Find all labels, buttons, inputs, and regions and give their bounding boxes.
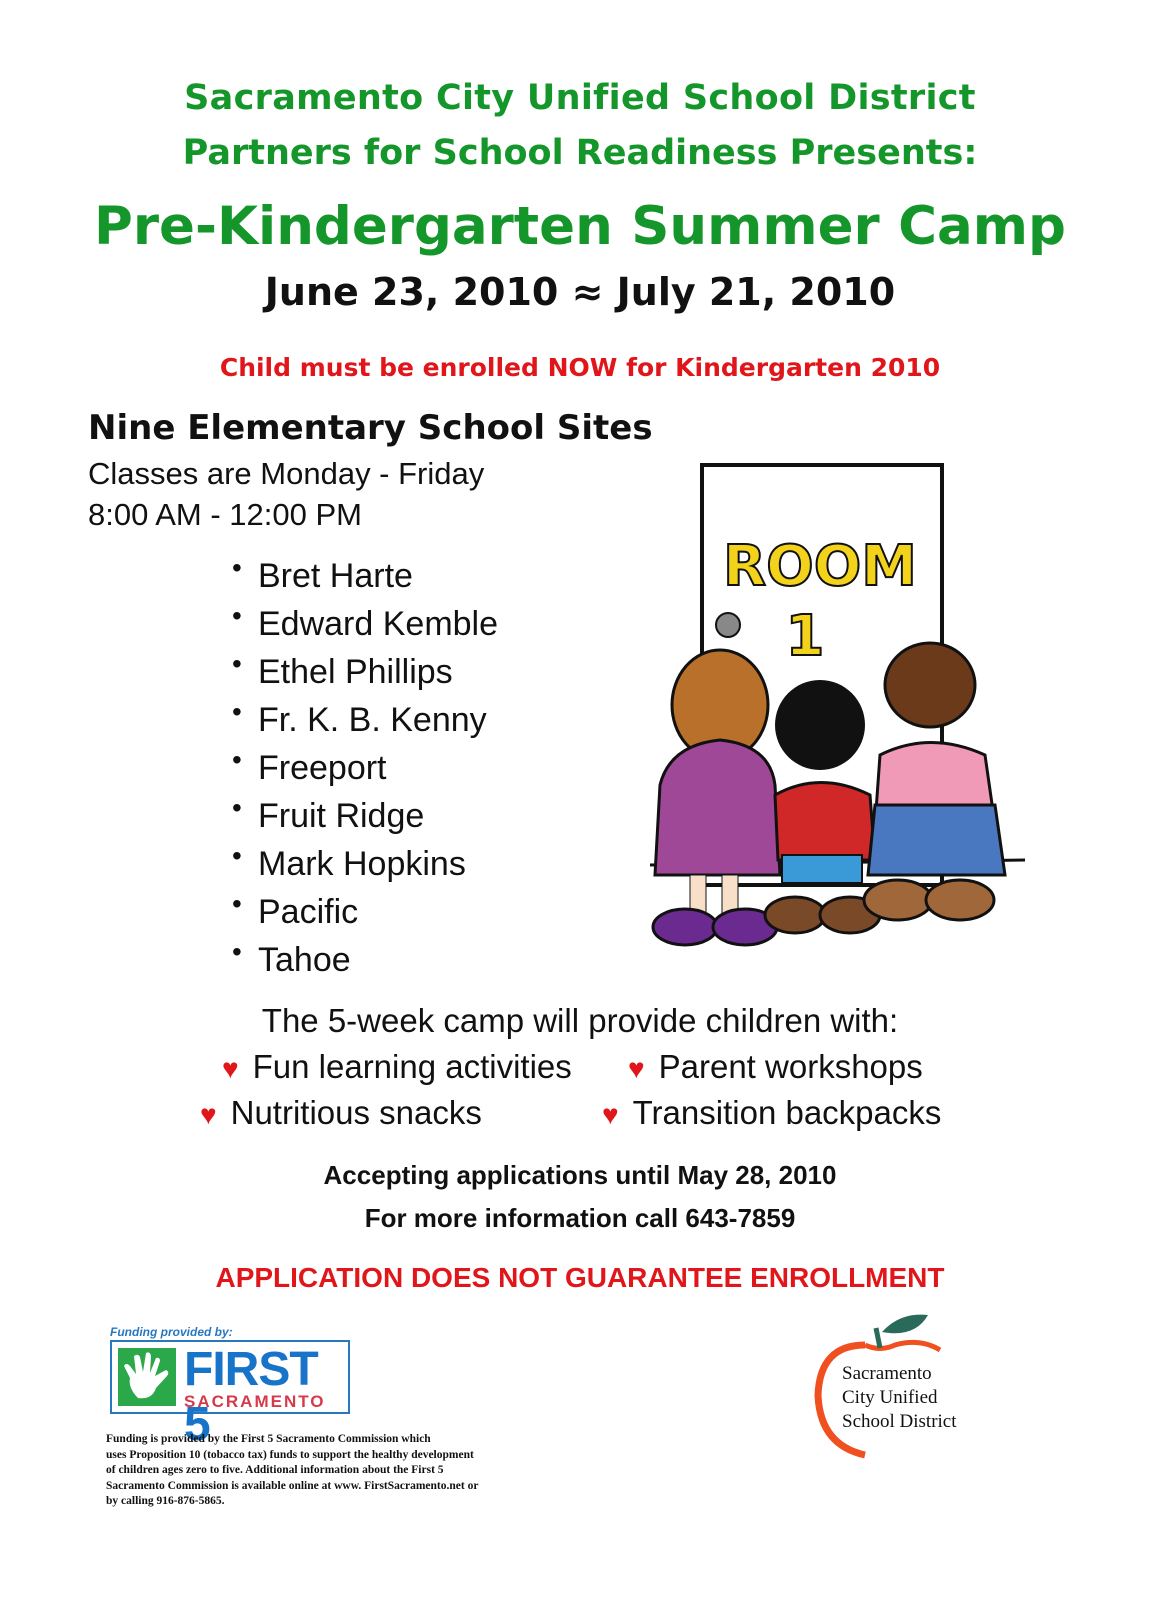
benefit-item: ♥ Transition backpacks xyxy=(602,1094,942,1131)
list-item: • Edward Kemble xyxy=(232,600,499,643)
sites-heading: Nine Elementary School Sites xyxy=(88,408,653,448)
district-logo: Sacramento City Unified School District xyxy=(810,1310,990,1460)
first5-logo: FIRST 5 SACRAMENTO xyxy=(110,1340,350,1414)
classroom-door-illustration xyxy=(640,455,1030,955)
enrollment-disclaimer: APPLICATION DOES NOT GUARANTEE ENROLLMENT xyxy=(215,1262,945,1293)
class-hours: 8:00 AM - 12:00 PM xyxy=(88,497,362,532)
benefits-intro: The 5-week camp will provide children with: xyxy=(261,1002,899,1039)
room-number: 1 xyxy=(785,604,825,669)
benefit-item: ♥ Parent workshops xyxy=(628,1048,923,1085)
list-item: • Tahoe xyxy=(232,936,351,979)
room-sign: ROOM xyxy=(722,534,918,599)
funding-label: Funding provided by: xyxy=(110,1325,233,1339)
door-knob xyxy=(716,613,740,637)
funding-statement: Funding is provided by the First 5 Sacramento Commission which uses Proposition 10 (tobacco tax) funds to support the healthy development of children ages zero to five. Additional information about the First 5 Sacramento Commission is available online at www. FirstSacramento.net or by calling 916-876-5865. xyxy=(106,1433,479,1507)
class-days: Classes are Monday - Friday xyxy=(88,456,485,491)
list-item: • Ethel Phillips xyxy=(232,648,453,691)
info-phone: For more information call 643-7859 xyxy=(364,1203,796,1233)
list-item: • Bret Harte xyxy=(232,552,413,595)
list-item: • Fruit Ridge xyxy=(232,792,425,835)
application-deadline: Accepting applications until May 28, 2010 xyxy=(323,1160,837,1190)
sites-list xyxy=(232,552,499,988)
list-item: • Pacific xyxy=(232,888,359,931)
page-title: Pre-Kindergarten Summer Camp xyxy=(94,196,1066,257)
district-name: Sacramento City Unified School District xyxy=(184,78,976,118)
list-item: • Freeport xyxy=(232,744,387,787)
list-item: • Mark Hopkins xyxy=(232,840,466,883)
enrollment-notice: Child must be enrolled NOW for Kindergarten 2010 xyxy=(219,353,941,382)
heart-icon: ♥ xyxy=(222,1053,239,1084)
heart-icon: ♥ xyxy=(628,1053,645,1084)
presenter-line: Partners for School Readiness Presents: xyxy=(182,133,978,173)
benefit-item: ♥ Fun learning activities xyxy=(222,1048,572,1085)
list-item: • Fr. K. B. Kenny xyxy=(232,696,487,739)
hand-icon xyxy=(118,1348,176,1406)
child-figure xyxy=(765,680,880,933)
heart-icon: ♥ xyxy=(200,1099,217,1130)
camp-dates: June 23, 2010 ≈ July 21, 2010 xyxy=(264,270,896,314)
child-figure xyxy=(653,650,780,945)
benefit-item: ♥ Nutritious snacks xyxy=(200,1094,482,1131)
heart-icon: ♥ xyxy=(602,1099,619,1130)
